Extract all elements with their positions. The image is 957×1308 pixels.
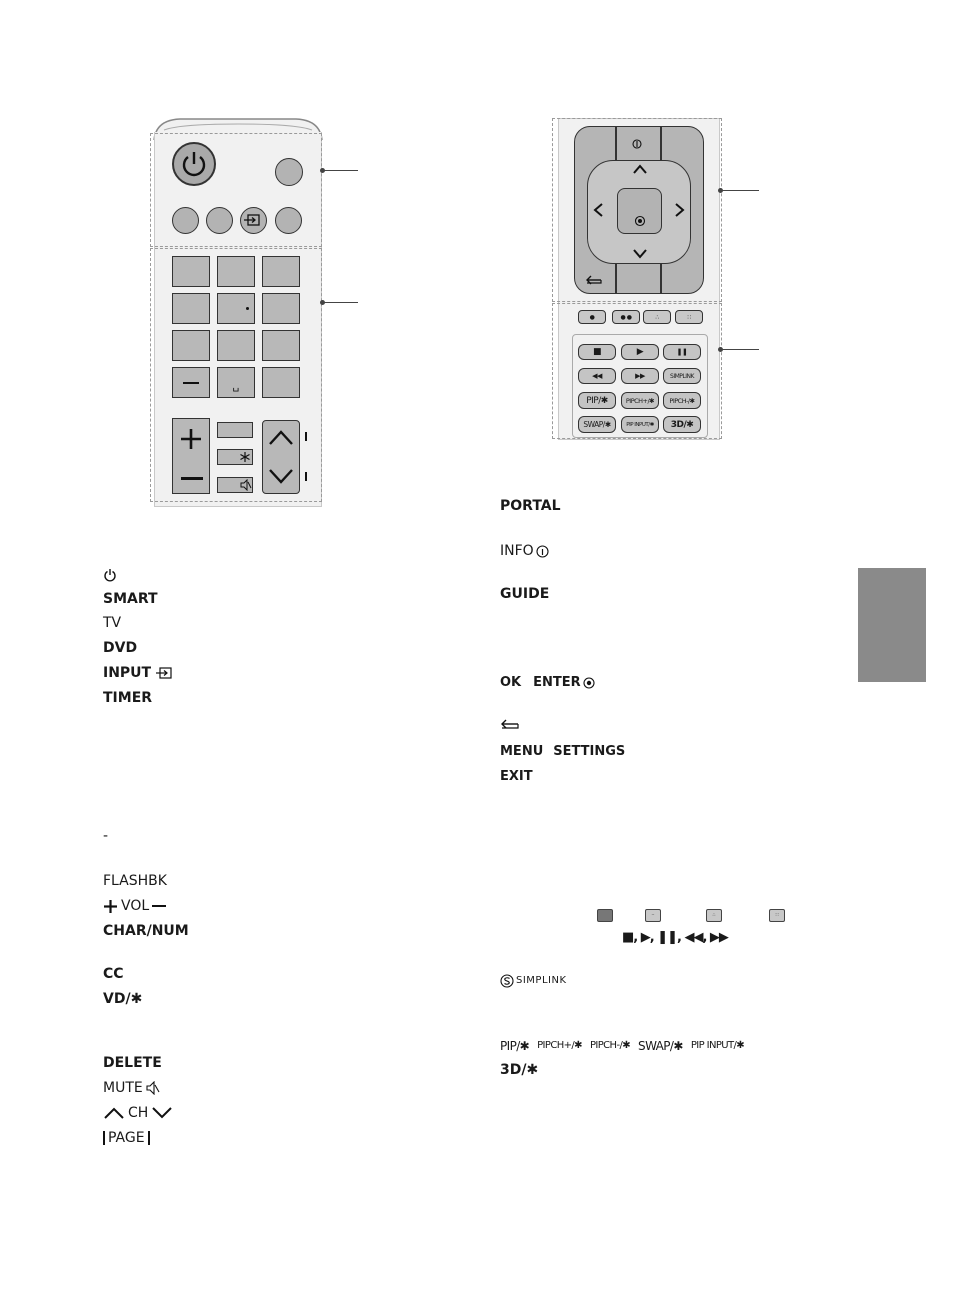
vd-star-key[interactable] [217,449,253,465]
3d-button[interactable]: 3D/✱ [663,416,701,433]
volume-plus-icon [179,427,203,451]
arrow-up-icon[interactable] [632,163,648,175]
info-icon [536,545,549,558]
ok-enter-button[interactable] [617,188,662,234]
number-key-9[interactable] [262,330,300,361]
channel-up-icon [268,429,294,447]
number-key-1[interactable] [172,256,210,287]
channel-rocker[interactable] [262,420,300,494]
star-icon [239,451,251,463]
enter-label: ENTER [533,675,581,690]
page-label-row [103,1130,150,1146]
swap-label: SWAP/✱ [638,1039,683,1053]
number-key-6[interactable] [262,293,300,324]
pip-row-labels [500,1038,744,1054]
char-num-key[interactable] [217,422,253,438]
back-key[interactable] [576,264,614,292]
cc-label: CC [103,966,124,982]
3d-label: 3D/✱ [500,1062,539,1078]
pip-ch-minus-button[interactable]: PIPCH-/✱ [663,392,701,409]
simplink-icon [500,974,514,988]
pause-button[interactable]: ❚❚ [663,344,701,360]
menu-settings-row [500,744,625,760]
channel-up-icon [103,1106,125,1120]
number-key-8[interactable] [217,330,255,361]
vd-label: VD/✱ [103,991,143,1007]
portal-label: PORTAL [500,498,561,514]
info-label: INFO [500,543,534,559]
dash-glyph [183,382,199,384]
leader-line [721,190,759,191]
pip-ch-plus-label: PIPCH+/✱ [537,1040,582,1051]
pip-button[interactable]: PIP/✱ [578,392,616,409]
enter-icon [583,677,595,689]
exit-label: EXIT [500,769,533,784]
red-button[interactable]: ● [578,310,606,324]
back-label [500,718,520,730]
input-label-row [103,665,173,681]
timer-label: TIMER [103,690,153,706]
left-remote-illustration [150,112,326,508]
channel-down-icon [151,1106,173,1120]
space-glyph: ␣ [232,379,240,392]
back-icon [500,718,520,730]
media-keys-label: ■, ▶, ❚❚, ◀◀, ▶▶ [622,930,728,945]
volume-minus-icon [181,477,203,480]
play-button[interactable]: ▶ [621,344,659,360]
key-dot [246,307,249,310]
page-label: PAGE [108,1130,145,1146]
simplink-button[interactable]: SIMPLINK [663,368,701,384]
portal-key[interactable] [576,128,614,160]
mute-key[interactable] [217,477,253,493]
ch-label-row [103,1105,173,1121]
rewind-button[interactable]: ◀◀ [578,368,616,384]
volume-plus-icon [103,899,118,914]
guide-label: GUIDE [500,586,550,602]
number-key-4[interactable] [172,293,210,324]
arrow-down-icon[interactable] [632,248,648,260]
arrow-right-icon[interactable] [674,202,686,218]
menu-settings-key[interactable] [617,264,659,292]
flashbk-key[interactable] [262,367,300,398]
simplink-text: SIMPLINK [516,975,567,986]
smart-button[interactable] [275,158,303,186]
input-button[interactable] [240,207,267,234]
number-key-5[interactable] [217,293,255,324]
power-label [103,568,117,582]
leader-line [323,302,358,303]
arrow-left-icon[interactable] [592,202,604,218]
page-up-marker [305,432,307,441]
color-swatch-green: ·· [645,909,661,922]
number-key-2[interactable] [217,256,255,287]
volume-rocker[interactable] [172,418,210,494]
color-swatch-blue: ∷ [769,909,785,922]
enter-icon [634,215,646,227]
mute-icon [146,1081,160,1095]
tv-label: TV [103,615,122,631]
timer-button[interactable] [275,207,302,234]
ok-enter-row [500,675,595,691]
stop-button[interactable]: ■ [578,344,616,360]
input-icon [155,666,173,680]
pip-input-label: PIP INPUT/✱ [690,1040,745,1051]
mute-icon [240,479,252,491]
number-key-7[interactable] [172,330,210,361]
info-icon [632,139,642,149]
char-num-label: CHAR/NUM [103,923,189,939]
blue-button[interactable]: ∷ [675,310,703,324]
back-icon [584,271,604,285]
leader-line [721,349,759,350]
pip-input-button[interactable]: PIP INPUT/✱ [621,416,659,433]
number-key-3[interactable] [262,256,300,287]
dvd-button[interactable] [206,207,233,234]
guide-key[interactable] [662,128,702,160]
dash-key[interactable] [172,367,210,398]
info-label-row [500,543,549,559]
vol-label: VOL [121,898,150,914]
page-down-marker [305,472,307,481]
power-icon [103,568,117,582]
pip-label: PIP/✱ [500,1039,530,1053]
number-key-0[interactable] [217,367,255,398]
settings-label: SETTINGS [553,744,626,759]
delete-label: DELETE [103,1055,162,1071]
page-up-marker [103,1131,105,1145]
mute-label-row [103,1080,160,1096]
vol-label-row [103,898,166,914]
exit-key[interactable] [662,264,702,292]
power-button[interactable] [172,142,216,186]
input-icon [241,208,265,232]
leader-line [323,170,358,171]
pip-ch-minus-label: PIPCH-/✱ [589,1040,631,1051]
smart-label: SMART [103,591,158,607]
ok-label: OK [500,675,522,690]
dash-label: - [103,828,109,844]
right-remote-illustration [552,118,724,440]
green-button[interactable]: ● ● [612,310,640,324]
pip-ch-plus-button[interactable]: PIPCH+/✱ [621,392,659,409]
channel-down-icon [268,467,294,485]
ch-label: CH [128,1105,149,1121]
volume-minus-icon [152,905,166,907]
info-key[interactable] [617,128,659,160]
simplink-label [500,973,567,989]
flashbk-label: FLASHBK [103,873,167,889]
side-section-tab [858,568,926,682]
input-label: INPUT [103,665,152,681]
dvd-label: DVD [103,640,138,656]
page-down-marker [148,1131,150,1145]
fast-forward-button[interactable]: ▶▶ [621,368,659,384]
color-swatch-red [597,909,613,922]
mute-label: MUTE [103,1080,143,1096]
swap-button[interactable]: SWAP/✱ [578,416,616,433]
tv-button[interactable] [172,207,199,234]
color-swatch-yellow: ∴ [706,909,722,922]
yellow-button[interactable]: ∴ [643,310,671,324]
power-icon [174,144,214,184]
menu-label: MENU [500,744,544,759]
